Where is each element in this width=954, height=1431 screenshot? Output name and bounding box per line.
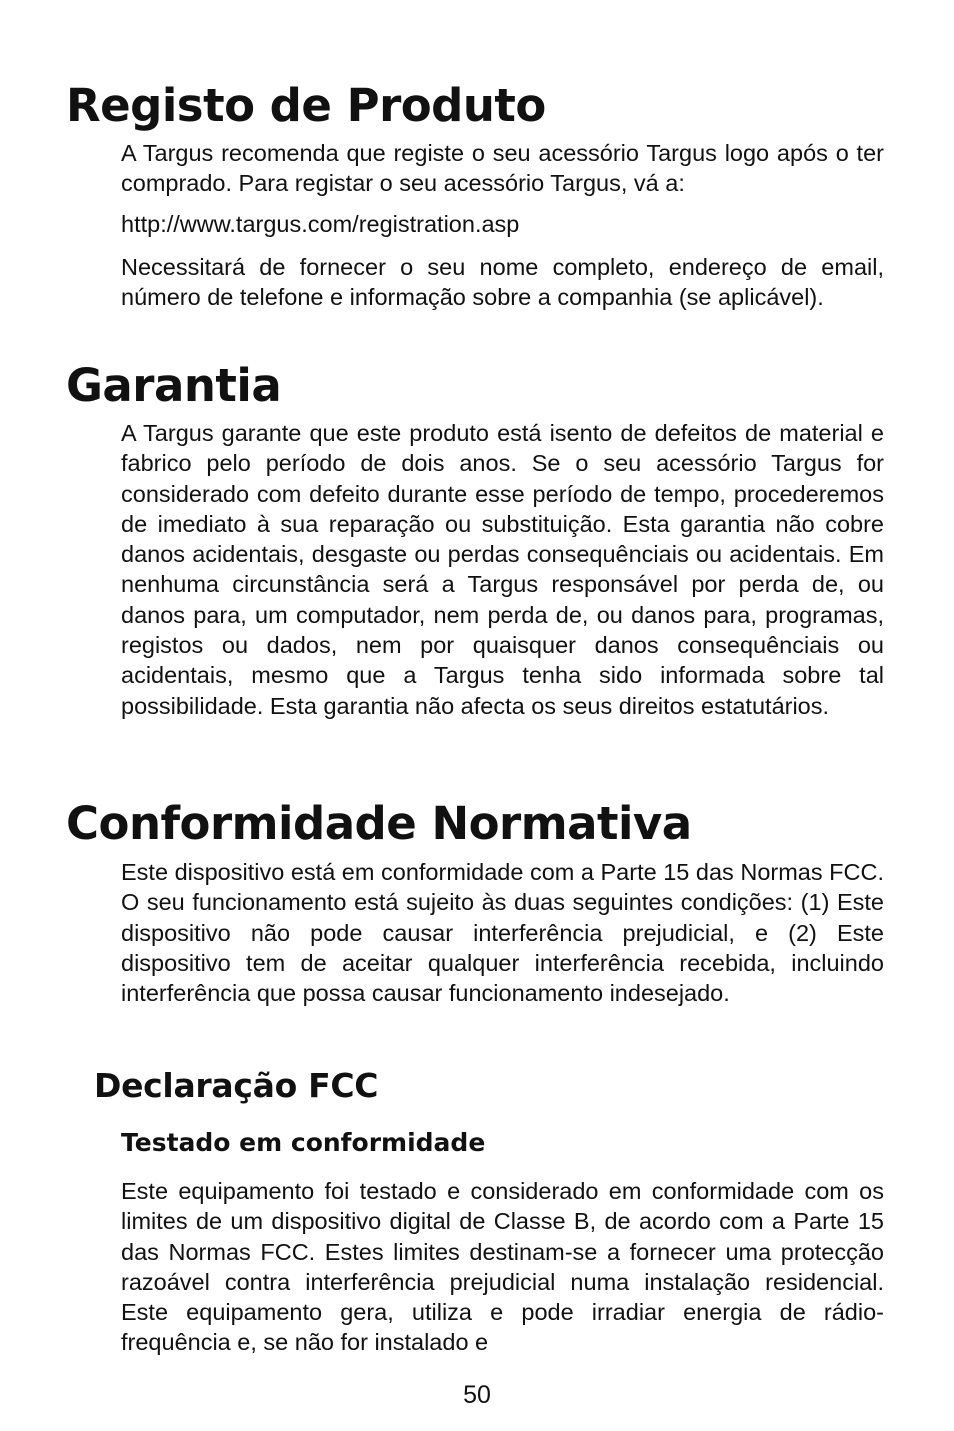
page-number: 50 (463, 1381, 491, 1409)
heading-declaracao-fcc: Declaração FCC (94, 1066, 379, 1105)
heading-garantia: Garantia (66, 359, 282, 412)
conformidade-paragraph: Este dispositivo está em conformidade com a Parte 15 das Normas FCC. O seu funcionamento está sujeito às duas seguintes condições: (1) Este dispositivo não pode causar interferência prejudicial, e (2) Este dispositivo tem de aceitar qualquer interferência recebida, incluindo interferência que possa causar funcionamento indesejado. (121, 859, 884, 1007)
heading-testado-em-conformidade: Testado em conformidade (121, 1128, 486, 1157)
registo-paragraph-1: A Targus recomenda que registe o seu acessório Targus logo após o ter comprado. Para registar o seu acessório Targus, vá a: (121, 140, 884, 197)
garantia-paragraph: A Targus garante que este produto está isento de defeitos de material e fabrico pelo período de dois anos. Se o seu acessório Targus for considerado com defeito durante esse período de tempo, procederemos de imediato à sua reparação ou substituição. Esta garantia não cobre danos acidentais, desgaste ou perdas consequênciais ou acidentais. Em nenhuma circunstância será a Targus responsável por perda de, ou danos para, um computador, nem perda de, ou danos para, programas, registos ou dados, nem por quaisquer danos consequênciais ou acidentais, mesmo que a Targus tenha sido informada sobre tal possibilidade. Esta garantia não afecta os seus direitos estatutários. (121, 420, 884, 719)
registo-paragraph-2: Necessitará de fornecer o seu nome completo, endereço de email, número de telefone e informação sobre a companhia (se aplicável). (121, 254, 884, 311)
heading-registo-de-produto: Registo de Produto (66, 79, 546, 132)
registration-url: http://www.targus.com/registration.asp (121, 211, 520, 237)
heading-conformidade-normativa: Conformidade Normativa (66, 797, 692, 850)
fcc-paragraph: Este equipamento foi testado e considerado em conformidade com os limites de um dispositivo digital de Classe B, de acordo com a Parte 15 das Normas FCC. Estes limites destinam-se a fornecer uma protecção razoável contra interferência prejudicial numa instalação residencial. Este equipamento gera, utiliza e pode irradiar energia de rádio-frequência e, se não for instalado e (121, 1178, 884, 1356)
